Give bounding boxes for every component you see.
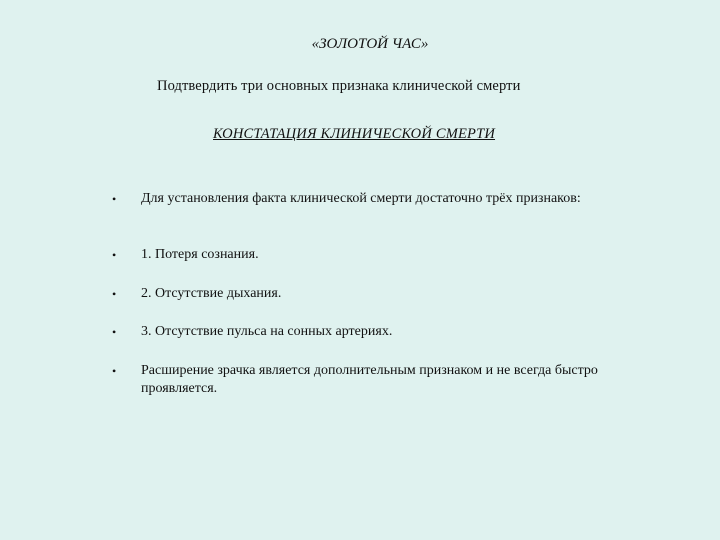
bullet-icon: • xyxy=(112,364,117,378)
list-item-text: 2. Отсутствие дыхания. xyxy=(141,286,282,301)
bullet-icon: • xyxy=(112,192,117,206)
list-item-text: Для установления факта клинической смерти достаточно трёх признаков: xyxy=(141,191,581,206)
list-item-text: 1. Потеря сознания. xyxy=(141,247,259,262)
list-item xyxy=(112,323,632,341)
bullet-icon: • xyxy=(112,325,117,339)
list-item xyxy=(112,190,632,208)
list-item xyxy=(112,362,632,398)
list-item-text: Расширение зрачка является дополнительным признаком и не всегда быстро проявляется. xyxy=(141,363,598,396)
bullet-icon: • xyxy=(112,248,117,262)
slide-subtitle: Подтвердить три основных признака клинической смерти xyxy=(157,78,521,94)
list-item xyxy=(112,246,632,264)
list-item-text: 3. Отсутствие пульса на сонных артериях. xyxy=(141,324,393,339)
bullet-icon: • xyxy=(112,287,117,301)
section-heading: КОНСТАТАЦИЯ КЛИНИЧЕСКОЙ СМЕРТИ xyxy=(213,126,496,142)
list-item xyxy=(112,285,632,303)
slide-title: «ЗОЛОТОЙ ЧАС» xyxy=(311,36,429,52)
